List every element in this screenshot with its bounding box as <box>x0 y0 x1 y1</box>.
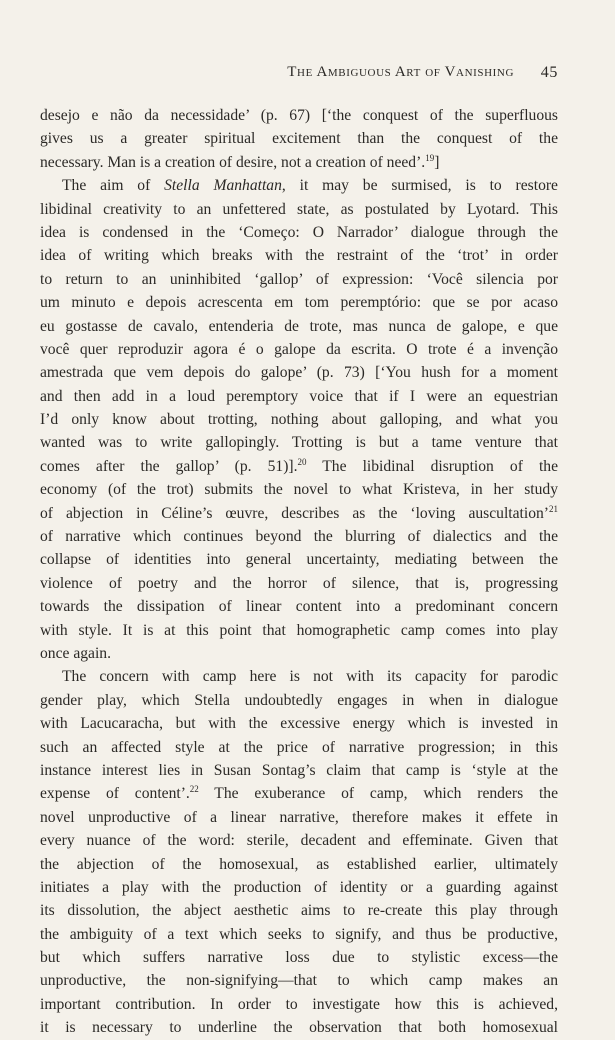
line-text: the abjection of the homosexual, as established earlier, ultimately <box>40 855 558 873</box>
text-line <box>40 104 558 127</box>
body-text <box>40 104 558 1040</box>
line-text: wanted was to write gallopingly. Trotting is but a tame venture that <box>40 434 558 452</box>
line-text: novel unproductive of a linear narrative, therefore makes it effete in <box>40 808 558 826</box>
text-line <box>40 923 558 946</box>
text-line <box>40 876 558 899</box>
book-page <box>40 0 558 1037</box>
text-line <box>40 478 558 501</box>
text-line <box>40 806 558 829</box>
text-line <box>40 782 558 805</box>
text-line <box>40 759 558 782</box>
line-text: eu gostasse de cavalo, entenderia de trote, mas nunca de galope, e que <box>40 317 558 335</box>
line-text: important contribution. In order to investigate how this is achieved, <box>40 995 558 1013</box>
text-line <box>40 829 558 852</box>
line-text: its dissolution, the abject aesthetic aims to re-create this play through <box>40 902 558 920</box>
line-text: such an affected style at the price of narrative progression; in this <box>40 738 558 756</box>
line-text-continued: The exuberance of camp, which renders the <box>198 785 558 803</box>
footnote-marker: 19 <box>425 152 435 163</box>
text-line <box>40 548 558 571</box>
line-text: você quer reproduzir agora é o galope da escrita. O trote é a invenção <box>40 340 558 358</box>
line-text: The aim of Stella Manhattan, it may be surmised, is to restore <box>62 177 558 195</box>
text-line <box>40 127 558 150</box>
line-text: idea of writing which breaks with the restraint of the ‘trot’ in order <box>40 247 558 265</box>
line-text: of abjection in Céline’s œuvre, describes as the ‘loving auscultation’ <box>40 504 549 522</box>
line-text: desejo e não da necessidade’ (p. 67) [‘the conquest of the superfluous <box>40 107 558 124</box>
text-line <box>40 361 558 384</box>
text-line <box>40 455 558 478</box>
line-text: instance interest lies in Susan Sontag’s claim that camp is ‘style at the <box>40 761 558 779</box>
line-text: gender play, which Stella undoubtedly engages in when in dialogue <box>40 691 558 709</box>
text-line <box>40 338 558 361</box>
line-text: amestrada que vem depois do galope’ (p. 73) [‘You hush for a moment <box>40 364 558 382</box>
text-line <box>40 151 558 174</box>
line-text: libidinal creativity to an unfettered state, as postulated by Lyotard. This <box>40 200 558 218</box>
running-head <box>40 64 558 86</box>
text-line <box>40 946 558 969</box>
line-text: but which suffers narrative loss due to stylistic excess—the <box>40 949 558 967</box>
line-text: I’d only know about trotting, nothing about galloping, and what you <box>40 411 558 429</box>
line-text: towards the dissipation of linear content into a predominant concern <box>40 598 558 616</box>
line-text: of narrative which continues beyond the blurring of dialectics and the <box>40 528 558 546</box>
page-number: 45 <box>540 64 558 81</box>
text-line <box>40 502 558 525</box>
line-text: expense of content’. <box>40 785 190 803</box>
text-line <box>40 853 558 876</box>
text-line <box>40 525 558 548</box>
text-line <box>40 665 558 688</box>
line-text-continued: ] <box>434 153 440 171</box>
line-text: to return to an uninhibited ‘gallop’ of expression: ‘Você silencia por <box>40 270 558 288</box>
line-text: necessary. Man is a creation of desire, not a creation of need’. <box>40 153 426 171</box>
line-text: The concern with camp here is not with its capacity for parodic <box>62 668 558 686</box>
footnote-marker: 22 <box>189 784 199 795</box>
text-line <box>40 642 558 665</box>
text-line <box>40 385 558 408</box>
text-line <box>40 689 558 712</box>
line-text: with Lacucaracha, but with the excessive energy which is invested in <box>40 715 558 733</box>
line-text: comes after the gallop’ (p. 51)]. <box>40 457 298 475</box>
text-line <box>40 736 558 759</box>
text-line <box>40 993 558 1016</box>
text-line <box>40 595 558 618</box>
line-text: unproductive, the non-signifying—that to which camp makes an <box>40 972 558 990</box>
line-text: economy (of the trot) submits the novel to what Kristeva, in her study <box>40 481 558 499</box>
line-text: idea is condensed in the ‘Começo: O Narrador’ dialogue through the <box>40 223 558 241</box>
text-line <box>40 969 558 992</box>
text-line <box>40 174 558 197</box>
line-text: and then add in a loud peremptory voice that if I were an equestrian <box>40 387 558 405</box>
text-line <box>40 244 558 267</box>
text-line <box>40 572 558 595</box>
line-text: violence of poetry and the horror of silence, that is, progressing <box>40 574 558 592</box>
line-text: gives us a greater spiritual excitement than the conquest of the <box>40 130 558 148</box>
line-text: every nuance of the word: sterile, decadent and effeminate. Given that <box>40 832 558 850</box>
line-text: collapse of identities into general uncertainty, mediating between the <box>40 551 558 569</box>
line-text: initiates a play with the production of identity or a guarding against <box>40 878 558 896</box>
text-line <box>40 408 558 431</box>
footnote-marker: 21 <box>549 503 558 514</box>
line-text: um minuto e depois acrescenta em tom peremptório: que se por acaso <box>40 294 558 312</box>
footnote-marker: 20 <box>297 456 307 467</box>
text-line <box>40 198 558 221</box>
text-line <box>40 268 558 291</box>
text-line <box>40 619 558 642</box>
line-text: once again. <box>40 644 112 662</box>
line-text: the ambiguity of a text which seeks to signify, and thus be productive, <box>40 925 558 943</box>
line-text-continued: The libidinal disruption of the <box>306 457 558 475</box>
text-line <box>40 899 558 922</box>
text-line <box>40 221 558 244</box>
text-line <box>40 291 558 314</box>
running-title: The Ambiguous Art of Vanishing <box>287 64 514 80</box>
text-line <box>40 315 558 338</box>
line-text: it is necessary to underline the observation that both homosexual <box>40 1019 558 1037</box>
text-line <box>40 1016 558 1039</box>
line-text: with style. It is at this point that homographetic camp comes into play <box>40 621 558 639</box>
text-line <box>40 431 558 454</box>
text-line <box>40 712 558 735</box>
